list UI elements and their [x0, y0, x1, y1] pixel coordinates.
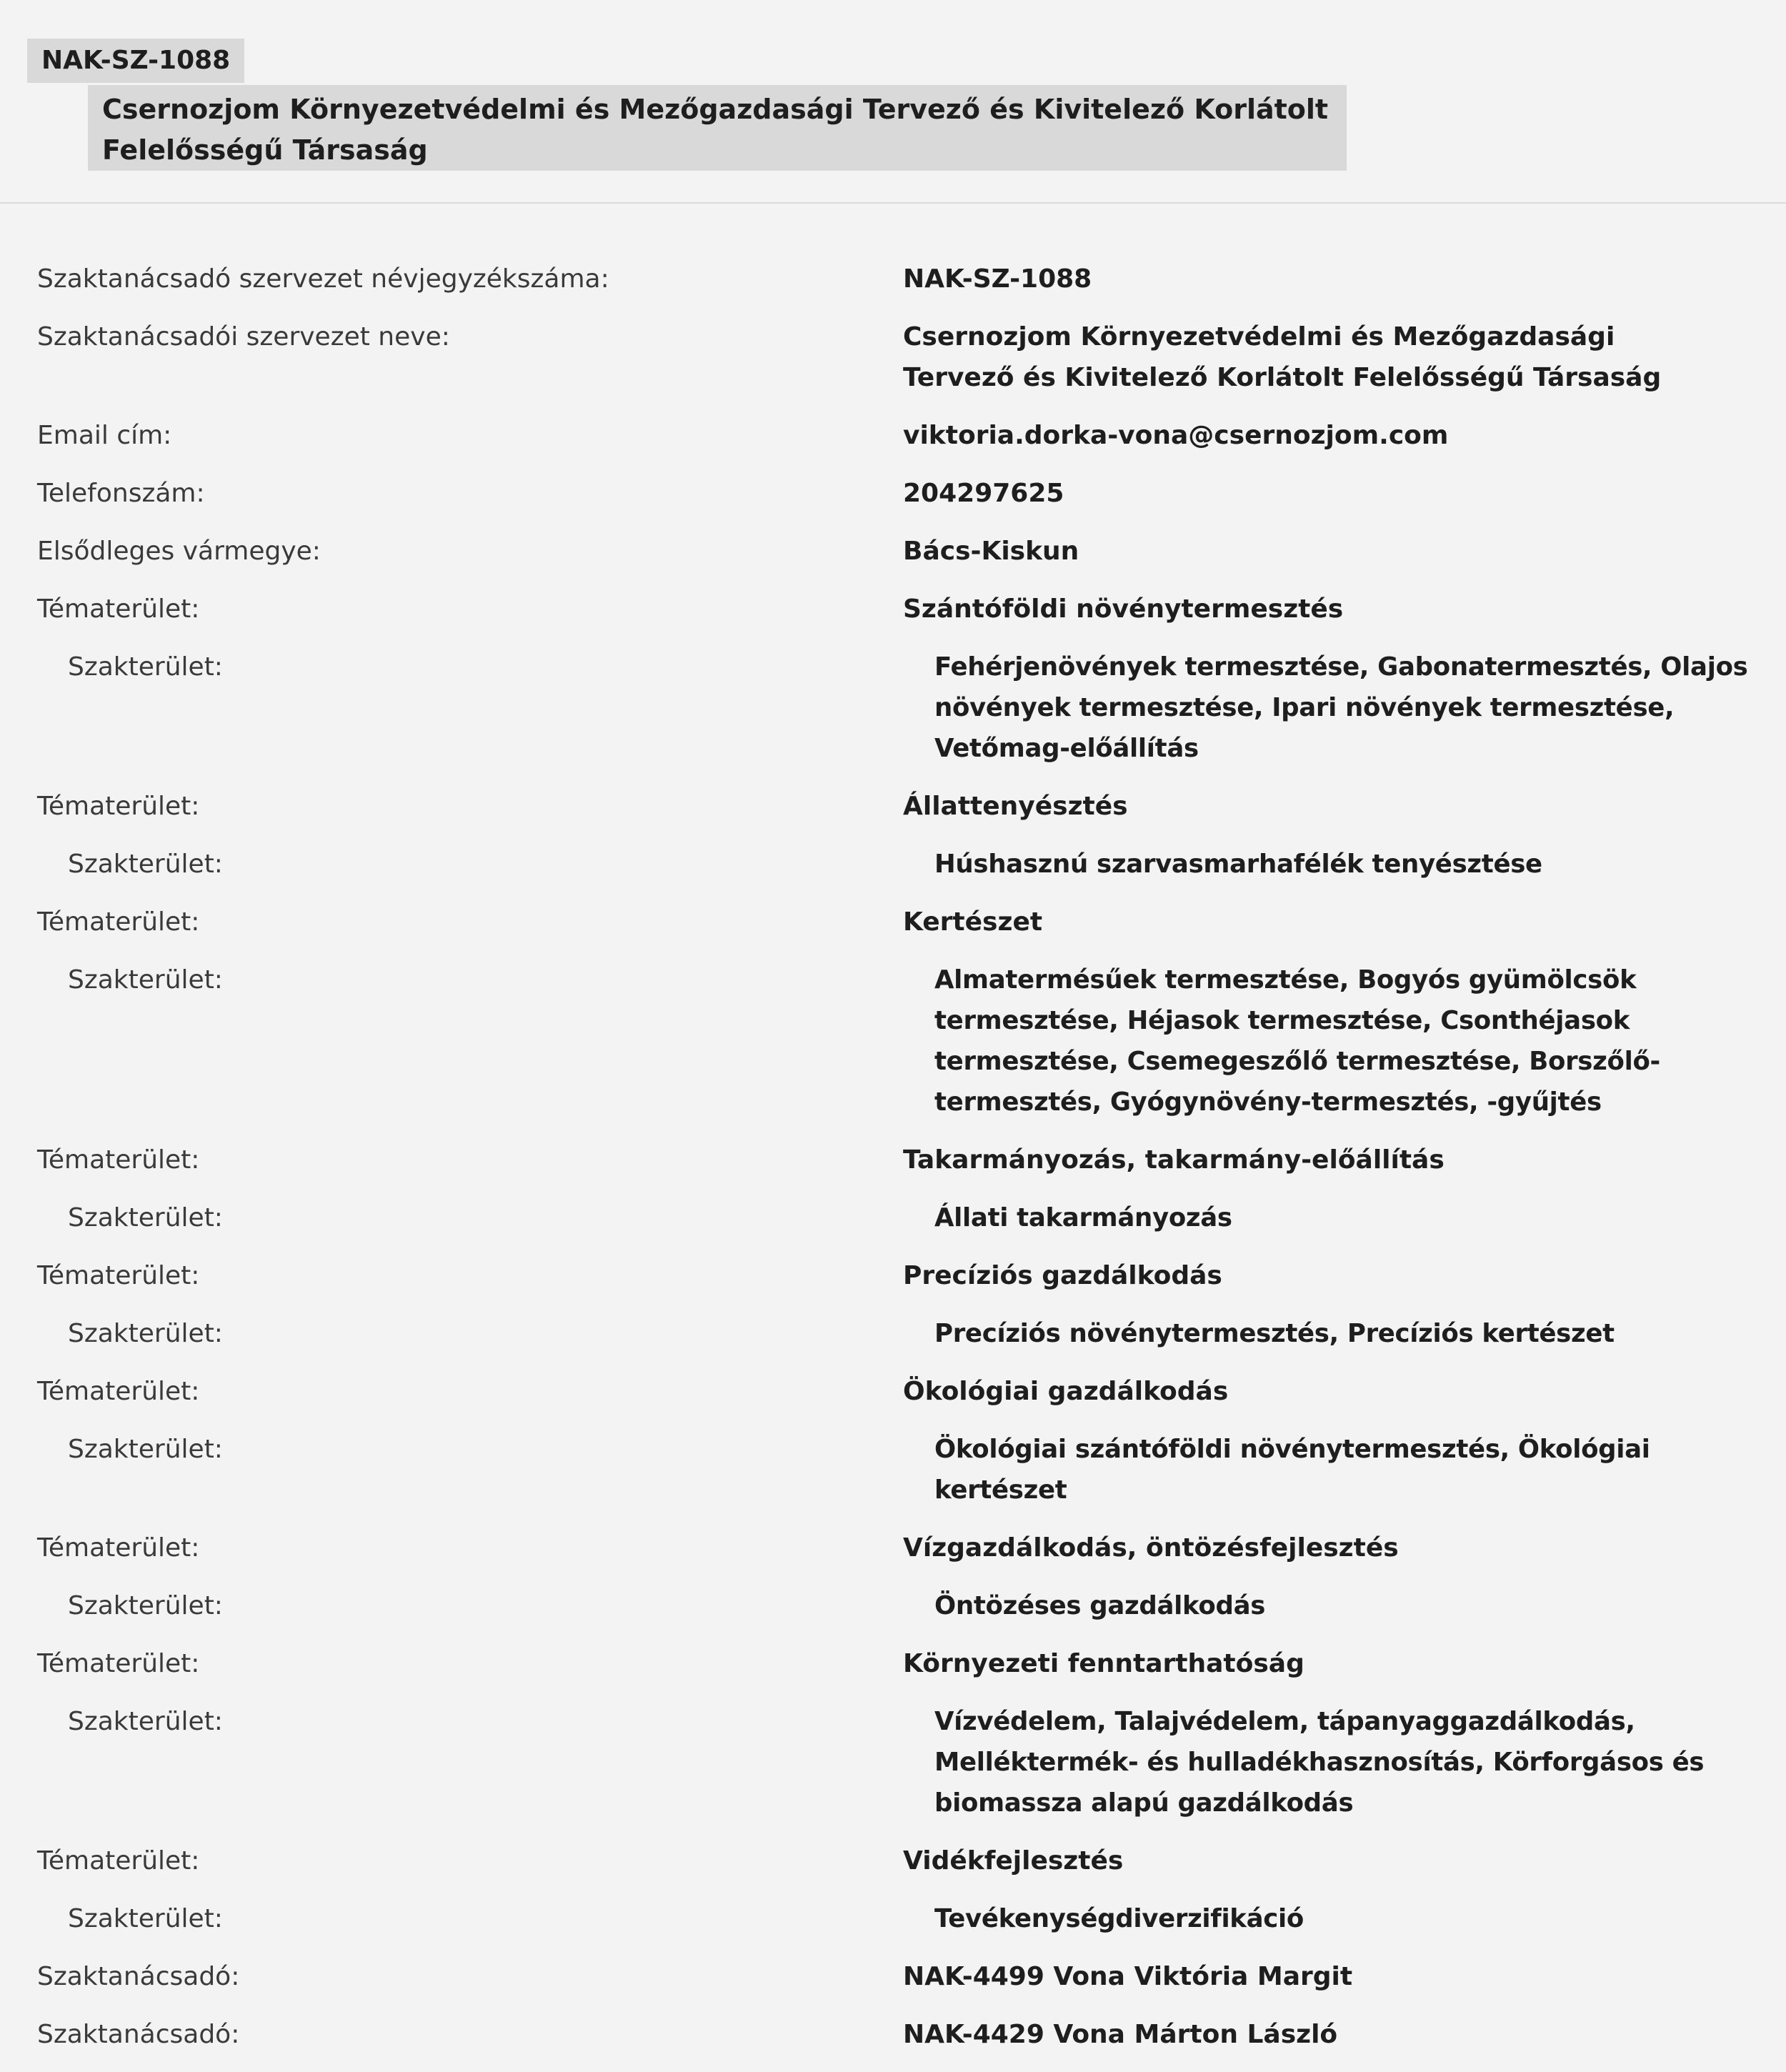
- topic-label: Tématerület:: [37, 594, 200, 624]
- advisor-value: NAK-4429 Vona Márton László: [903, 2020, 1338, 2049]
- detail-value: viktoria.dorka-vona@csernozjom.com: [903, 421, 1449, 450]
- subfield-label: Szakterület:: [68, 1203, 223, 1232]
- advisor-row: [0, 2014, 1786, 2055]
- subfield-row: [0, 960, 1786, 1122]
- topic-label: Tématerület:: [37, 1377, 200, 1406]
- subfield-row: [0, 1197, 1786, 1238]
- topic-row: [0, 1643, 1786, 1684]
- topic-value: Vidékfejlesztés: [903, 1846, 1124, 1876]
- subfield-label: Szakterület:: [68, 652, 223, 682]
- advisor-label: Szaktanácsadó:: [37, 1962, 240, 1991]
- subfield-row: [0, 1313, 1786, 1354]
- subfield-value: Almatermésűek termesztése, Bogyós gyümölcsök termesztése, Héjasok termesztése, Csonthéjasok termesztése, Csemegeszőlő termesztése, Borszőlő-termesztés, Gyógynövény-termesztés, -gyűjtés: [934, 965, 1660, 1117]
- advisor-row: [0, 1956, 1786, 1997]
- topic-row: [0, 1255, 1786, 1296]
- detail-label: Szaktanácsadó szervezet névjegyzékszáma:: [37, 264, 609, 294]
- topic-row: [0, 1140, 1786, 1180]
- details-list: [0, 202, 1786, 2072]
- detail-value: Csernozjom Környezetvédelmi és Mezőgazdasági Tervező és Kivitelező Korlátolt Felelősségű Társaság: [903, 322, 1662, 392]
- topic-label: Tématerület:: [37, 1846, 200, 1876]
- topic-label: Tématerület:: [37, 1145, 200, 1175]
- subfield-value: Állati takarmányozás: [934, 1203, 1232, 1232]
- topic-value: Ökológiai gazdálkodás: [903, 1377, 1229, 1406]
- detail-label: Elsődleges vármegye:: [37, 537, 321, 566]
- detail-row-org-name: [0, 317, 1786, 398]
- topic-label: Tématerület:: [37, 1261, 200, 1290]
- topic-label: Tématerület:: [37, 1649, 200, 1678]
- subfield-label: Szakterület:: [68, 1319, 223, 1348]
- detail-value: 204297625: [903, 479, 1064, 508]
- subfield-label: Szakterület:: [68, 1591, 223, 1620]
- advisor-value: NAK-4499 Vona Viktória Margit: [903, 1962, 1353, 1991]
- detail-label: Szaktanácsadói szervezet neve:: [37, 322, 450, 352]
- topic-value: Precíziós gazdálkodás: [903, 1261, 1222, 1290]
- detail-label: Email cím:: [37, 421, 172, 450]
- subfield-label: Szakterület:: [68, 965, 223, 995]
- detail-value: NAK-SZ-1088: [903, 264, 1092, 294]
- advisor-label: Szaktanácsadó:: [37, 2020, 240, 2049]
- subfield-label: Szakterület:: [68, 1904, 223, 1933]
- subfield-value: Tevékenységdiverzifikáció: [934, 1904, 1304, 1933]
- topic-label: Tématerület:: [37, 792, 200, 821]
- subfield-value: Öntözéses gazdálkodás: [934, 1591, 1266, 1620]
- topic-value: Állattenyésztés: [903, 792, 1128, 821]
- topic-label: Tématerület:: [37, 1533, 200, 1563]
- subfield-label: Szakterület:: [68, 850, 223, 879]
- detail-row-phone: [0, 473, 1786, 514]
- detail-row-registry-number: [0, 259, 1786, 299]
- organization-name-title: Csernozjom Környezetvédelmi és Mezőgazdasági Tervező és Kivitelező Korlátolt Felelősségű Társaság: [88, 85, 1347, 171]
- topic-row: [0, 902, 1786, 942]
- subfield-row: [0, 1701, 1786, 1823]
- subfield-row: [0, 1898, 1786, 1939]
- organization-id-badge: NAK-SZ-1088: [27, 39, 244, 83]
- topic-value: Vízgazdálkodás, öntözésfejlesztés: [903, 1533, 1399, 1563]
- topic-value: Kertészet: [903, 907, 1043, 937]
- subfield-row: [0, 647, 1786, 769]
- subfield-value: Precíziós növénytermesztés, Precíziós kertészet: [934, 1319, 1615, 1348]
- topic-row: [0, 786, 1786, 827]
- subfield-value: Húshasznú szarvasmarhafélék tenyésztése: [934, 850, 1542, 879]
- subfield-label: Szakterület:: [68, 1435, 223, 1464]
- subfield-value: Ökológiai szántóföldi növénytermesztés, Ökológiai kertészet: [934, 1435, 1650, 1505]
- detail-row-county: [0, 531, 1786, 572]
- subfield-row: [0, 844, 1786, 885]
- topic-row: [0, 589, 1786, 629]
- subfield-row: [0, 1429, 1786, 1510]
- detail-label: Telefonszám:: [37, 479, 205, 508]
- subfield-row: [0, 1585, 1786, 1626]
- topic-row: [0, 1528, 1786, 1568]
- detail-value: Bács-Kiskun: [903, 537, 1079, 566]
- topic-row: [0, 1841, 1786, 1881]
- topic-value: Szántóföldi növénytermesztés: [903, 594, 1344, 624]
- topic-label: Tématerület:: [37, 907, 200, 937]
- detail-row-email: [0, 415, 1786, 456]
- subfield-label: Szakterület:: [68, 1707, 223, 1736]
- topic-value: Környezeti fenntarthatóság: [903, 1649, 1304, 1678]
- subfield-value: Vízvédelem, Talajvédelem, tápanyaggazdálkodás, Melléktermék- és hulladékhasznosítás, Körforgásos és biomassza alapú gazdálkodás: [934, 1707, 1705, 1818]
- subfield-value: Fehérjenövények termesztése, Gabonatermesztés, Olajos növények termesztése, Ipari növények termesztése, Vetőmag-előállítás: [934, 652, 1748, 763]
- topic-value: Takarmányozás, takarmány-előállítás: [903, 1145, 1445, 1175]
- topic-row: [0, 1371, 1786, 1412]
- page-header: [0, 0, 1786, 204]
